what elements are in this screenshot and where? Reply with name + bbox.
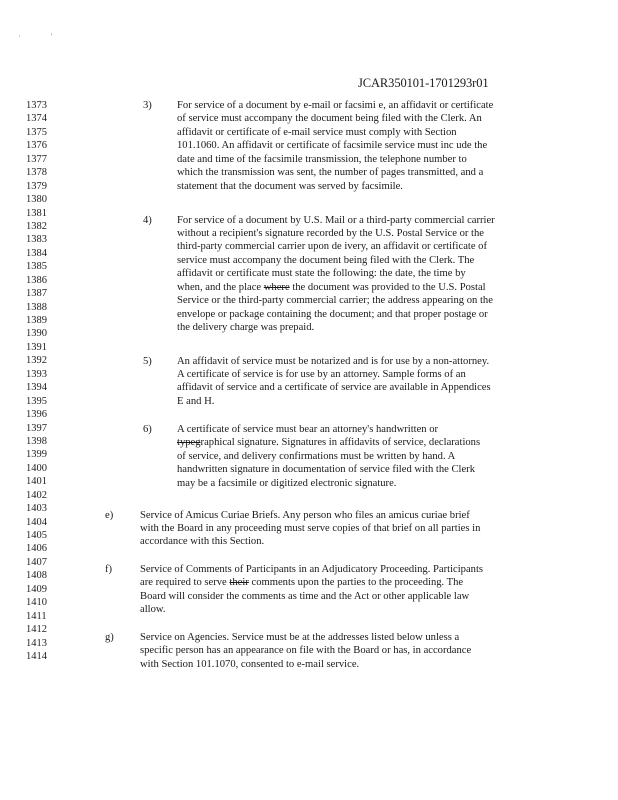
text-line: the delivery charge was prepaid. bbox=[177, 322, 315, 333]
text-fragment: raphical signature. Signatures in affidavits of service, declarations bbox=[200, 437, 481, 449]
line-number: 1378 bbox=[26, 167, 47, 179]
line-number: 1407 bbox=[26, 556, 47, 568]
text-line: with the Board in any proceeding must serve copies of that brief on all parties in bbox=[140, 522, 481, 534]
text-line: Service of Comments of Participants in an Adjudicatory Proceeding. Participants bbox=[140, 564, 484, 575]
item-3-paragraph bbox=[177, 99, 493, 193]
item-g-paragraph bbox=[140, 631, 471, 671]
text-line bbox=[177, 436, 480, 449]
text-line: Service on Agencies. Service must be at the addresses listed below unless a bbox=[140, 632, 460, 643]
item-e-label: e) bbox=[105, 509, 114, 521]
text-line: A certificate of service is for use by an attorney. Sample forms of an bbox=[177, 368, 466, 380]
line-number: 1375 bbox=[26, 126, 47, 138]
line-number: 1397 bbox=[26, 422, 47, 434]
text-line: Service of Amicus Curiae Briefs. Any person who files an amicus curiae brief bbox=[140, 509, 470, 521]
line-number: 1392 bbox=[26, 355, 47, 367]
text-line: with Section 101.1070, consented to e-mail service. bbox=[140, 658, 360, 670]
text-line: handwritten signature in documentation of service filed with the Clerk bbox=[177, 464, 476, 476]
line-number: 1403 bbox=[26, 503, 47, 515]
line-number: 1384 bbox=[26, 247, 47, 259]
line-number: 1396 bbox=[26, 409, 47, 421]
line-number: 1401 bbox=[26, 476, 47, 488]
text-line: An affidavit of service must be notarized and is for use by a non-attorney. bbox=[177, 355, 490, 367]
item-4-paragraph bbox=[177, 214, 495, 335]
line-number: 1402 bbox=[26, 489, 47, 501]
item-e-paragraph bbox=[140, 509, 480, 549]
item-5-label: 5) bbox=[143, 355, 152, 367]
line-number: 1377 bbox=[26, 153, 47, 165]
line-number: 1408 bbox=[26, 570, 47, 582]
text-line: affidavit or certificate must state the following: the date, the time by bbox=[177, 268, 466, 280]
item-4-label: 4) bbox=[143, 214, 152, 226]
item-3-label: 3) bbox=[143, 100, 152, 111]
text-line: A certificate of service must bear an attorney's handwritten or bbox=[177, 424, 439, 435]
line-number: 1404 bbox=[26, 516, 47, 528]
text-line: affidavit or certificate of e-mail service must comply with Section bbox=[177, 126, 457, 138]
text-line: of service, and delivery confirmations must be written by hand. A bbox=[177, 450, 456, 462]
text-line: 101.1060. An affidavit or certificate of facsimile service must inc ude the bbox=[177, 140, 488, 152]
line-number: 1379 bbox=[26, 180, 47, 192]
deleted-text: typeg bbox=[177, 437, 201, 449]
text-line: of service must accompany the document being filed with the Clerk. An bbox=[177, 113, 482, 125]
line-number: 1395 bbox=[26, 395, 47, 407]
line-number: 1382 bbox=[26, 220, 47, 232]
text-line: without a recipient's signature recorded by the U.S. Postal Service or the bbox=[177, 227, 484, 239]
text-line: affidavit of service and a certificate of service are available in Appendices bbox=[177, 382, 491, 394]
line-number: 1406 bbox=[26, 543, 47, 555]
text-fragment: comments upon the parties to the proceeding. The bbox=[248, 577, 464, 589]
text-fragment: when, and the place bbox=[177, 281, 264, 293]
line-number: 1400 bbox=[26, 462, 47, 474]
text-line bbox=[140, 576, 483, 589]
text-fragment: the document was provided to the U.S. Postal bbox=[289, 281, 486, 293]
line-number: 1409 bbox=[26, 583, 47, 595]
line-number: 1412 bbox=[26, 624, 47, 636]
deleted-text: where bbox=[263, 281, 290, 293]
line-number: 1383 bbox=[26, 234, 47, 246]
deleted-text: their bbox=[229, 577, 249, 589]
text-line: date and time of the facsimile transmission, the telephone number to bbox=[177, 153, 467, 165]
line-number: 1387 bbox=[26, 288, 47, 300]
line-number: 1398 bbox=[26, 435, 47, 447]
line-number: 1381 bbox=[26, 207, 47, 219]
item-5-paragraph bbox=[177, 355, 491, 409]
scan-specks: · ' bbox=[18, 32, 67, 41]
text-line: accordance with this Section. bbox=[140, 536, 265, 548]
line-number: 1405 bbox=[26, 530, 47, 541]
line-number: 1373 bbox=[26, 100, 47, 111]
text-line: allow. bbox=[140, 604, 166, 616]
line-number: 1414 bbox=[26, 650, 47, 662]
text-line: Board will consider the comments as time and the Act or other applicable law bbox=[140, 590, 470, 602]
line-number: 1413 bbox=[26, 637, 47, 649]
text-line: may be a facsimile or digitized electronic signature. bbox=[177, 477, 397, 489]
text-line: E and H. bbox=[177, 395, 215, 407]
item-6-paragraph bbox=[177, 423, 480, 490]
text-line: Service or the third-party commercial carrier; the address appearing on the bbox=[177, 295, 493, 307]
item-g-label: g) bbox=[105, 632, 114, 643]
line-number: 1390 bbox=[26, 328, 47, 340]
line-number: 1393 bbox=[26, 368, 47, 380]
text-line: service must accompany the document being filed with the Clerk. The bbox=[177, 254, 475, 266]
line-number: 1411 bbox=[26, 610, 47, 622]
line-number: 1385 bbox=[26, 261, 47, 273]
line-number: 1374 bbox=[26, 113, 47, 125]
line-number: 1410 bbox=[26, 597, 47, 609]
text-line: statement that the document was served by facsimile. bbox=[177, 180, 403, 192]
text-line: For service of a document by U.S. Mail or a third-party commercial carrier bbox=[177, 214, 495, 226]
text-line: specific person has an appearance on file with the Board or has, in accordance bbox=[140, 645, 472, 657]
line-number: 1391 bbox=[26, 341, 47, 353]
line-number-column bbox=[26, 99, 62, 663]
item-f-paragraph bbox=[140, 563, 483, 617]
document-id-header: JCAR350101-1701293r01 bbox=[358, 76, 489, 90]
line-number: 1394 bbox=[26, 382, 47, 394]
line-number: 1376 bbox=[26, 140, 47, 152]
item-f-label: f) bbox=[105, 564, 113, 575]
text-fragment: are required to serve bbox=[140, 577, 230, 589]
text-line: For service of a document by e-mail or facsimi e, an affidavit or certificate bbox=[177, 100, 494, 111]
line-number: 1380 bbox=[26, 194, 47, 206]
line-number: 1399 bbox=[26, 449, 47, 461]
item-6-label: 6) bbox=[143, 424, 152, 435]
line-number: 1386 bbox=[26, 274, 47, 286]
line-number: 1388 bbox=[26, 301, 47, 313]
text-line: envelope or package containing the document; and that proper postage or bbox=[177, 308, 488, 320]
text-line: which the transmission was sent, the number of pages transmitted, and a bbox=[177, 167, 484, 179]
line-number: 1389 bbox=[26, 315, 47, 326]
text-line bbox=[177, 281, 495, 294]
text-line: third-party commercial carrier upon de ivery, an affidavit or certificate of bbox=[177, 241, 488, 253]
